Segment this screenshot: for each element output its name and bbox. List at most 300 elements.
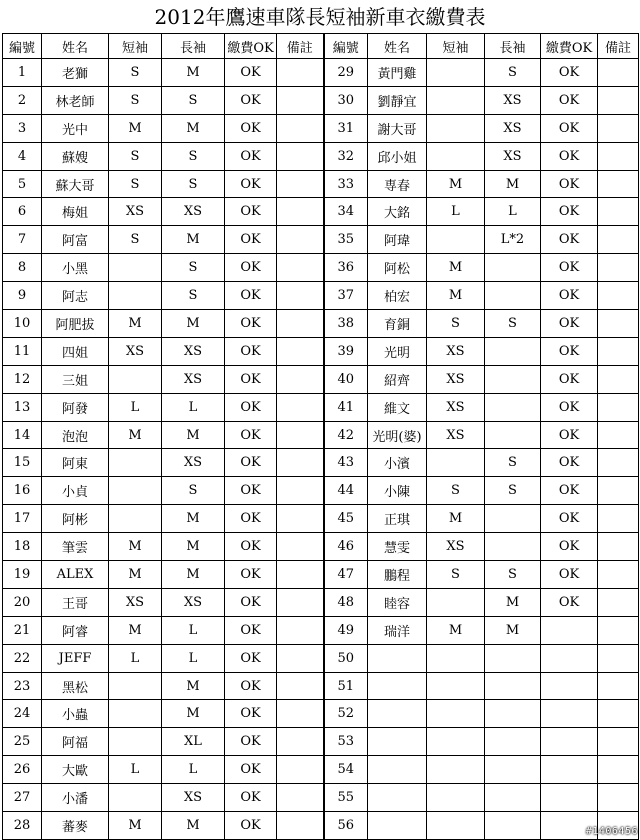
cell-paid: OK [541, 337, 598, 365]
cell-note [277, 477, 324, 505]
cell-name: 大銘 [368, 198, 427, 226]
cell-note [277, 393, 324, 421]
cell-note [598, 728, 639, 756]
cell-number: 19 [3, 561, 42, 589]
cell-paid: OK [225, 588, 277, 616]
cell-long-sleeve [485, 337, 541, 365]
cell-paid: OK [225, 170, 277, 198]
cell-name: ALEX [42, 561, 109, 589]
cell-paid: OK [225, 310, 277, 338]
cell-number: 2 [3, 86, 42, 114]
cell-long-sleeve: S [162, 282, 225, 310]
cell-name: 老獅 [42, 59, 109, 87]
cell-short-sleeve: L [109, 393, 162, 421]
cell-short-sleeve: M [109, 616, 162, 644]
cell-paid: OK [541, 226, 598, 254]
cell-short-sleeve: S [427, 310, 485, 338]
column-header: 編號 [3, 34, 42, 59]
cell-number: 12 [3, 365, 42, 393]
cell-name: 専春 [368, 170, 427, 198]
cell-note [598, 449, 639, 477]
cell-number: 8 [3, 254, 42, 282]
cell-note [598, 561, 639, 589]
cell-name: 筆雲 [42, 533, 109, 561]
cell-name: 小濱 [368, 449, 427, 477]
cell-note [598, 533, 639, 561]
cell-name: JEFF [42, 644, 109, 672]
cell-number: 23 [3, 672, 42, 700]
cell-long-sleeve: XS [162, 337, 225, 365]
cell-long-sleeve: M [162, 672, 225, 700]
cell-long-sleeve: M [162, 700, 225, 728]
cell-paid: OK [541, 421, 598, 449]
cell-short-sleeve: M [427, 282, 485, 310]
cell-paid: OK [225, 756, 277, 784]
cell-long-sleeve: XS [162, 198, 225, 226]
cell-long-sleeve [485, 700, 541, 728]
cell-short-sleeve: M [427, 170, 485, 198]
cell-paid: OK [225, 505, 277, 533]
cell-long-sleeve: L [162, 616, 225, 644]
cell-note [598, 337, 639, 365]
column-header: 長袖 [162, 34, 225, 59]
cell-note [277, 198, 324, 226]
cell-paid: OK [225, 86, 277, 114]
cell-short-sleeve: XS [109, 198, 162, 226]
cell-number: 42 [324, 421, 368, 449]
cell-number: 16 [3, 477, 42, 505]
cell-short-sleeve [109, 672, 162, 700]
cell-note [277, 59, 324, 87]
cell-long-sleeve: S [485, 59, 541, 87]
cell-long-sleeve: M [162, 310, 225, 338]
cell-short-sleeve: XS [427, 421, 485, 449]
cell-name: 睦容 [368, 588, 427, 616]
cell-short-sleeve [427, 86, 485, 114]
column-header: 備註 [598, 34, 639, 59]
cell-long-sleeve: M [162, 812, 225, 840]
cell-note [277, 533, 324, 561]
cell-number: 25 [3, 728, 42, 756]
cell-long-sleeve: S [485, 449, 541, 477]
cell-name: 四姐 [42, 337, 109, 365]
table-row [3, 170, 639, 198]
column-header: 長袖 [485, 34, 541, 59]
table-row [3, 616, 639, 644]
column-header: 姓名 [42, 34, 109, 59]
cell-note [277, 616, 324, 644]
cell-note [277, 421, 324, 449]
cell-note [277, 672, 324, 700]
cell-paid: OK [541, 142, 598, 170]
cell-long-sleeve: M [162, 226, 225, 254]
cell-number: 54 [324, 756, 368, 784]
cell-number: 53 [324, 728, 368, 756]
cell-paid: OK [225, 226, 277, 254]
cell-note [277, 282, 324, 310]
cell-short-sleeve [109, 449, 162, 477]
table-row [3, 337, 639, 365]
cell-short-sleeve [427, 588, 485, 616]
cell-note [277, 728, 324, 756]
cell-short-sleeve [427, 812, 485, 840]
cell-paid: OK [541, 561, 598, 589]
cell-long-sleeve [485, 672, 541, 700]
cell-name: 小陳 [368, 477, 427, 505]
cell-long-sleeve: XS [162, 588, 225, 616]
cell-number: 51 [324, 672, 368, 700]
cell-name: 阿東 [42, 449, 109, 477]
cell-short-sleeve [427, 142, 485, 170]
cell-short-sleeve: M [109, 561, 162, 589]
cell-note [277, 337, 324, 365]
cell-name: 育銅 [368, 310, 427, 338]
cell-long-sleeve: S [162, 142, 225, 170]
cell-long-sleeve: L*2 [485, 226, 541, 254]
cell-number: 44 [324, 477, 368, 505]
table-row [3, 142, 639, 170]
cell-long-sleeve [485, 282, 541, 310]
cell-note [277, 784, 324, 812]
column-header: 姓名 [368, 34, 427, 59]
cell-short-sleeve [109, 254, 162, 282]
cell-note [598, 477, 639, 505]
cell-short-sleeve: L [109, 756, 162, 784]
table-row [3, 114, 639, 142]
cell-paid: OK [225, 142, 277, 170]
cell-note [598, 365, 639, 393]
cell-number: 27 [3, 784, 42, 812]
cell-short-sleeve [109, 700, 162, 728]
cell-number: 32 [324, 142, 368, 170]
cell-paid: OK [225, 449, 277, 477]
cell-paid: OK [225, 421, 277, 449]
cell-paid [541, 756, 598, 784]
cell-short-sleeve [109, 728, 162, 756]
cell-short-sleeve [109, 505, 162, 533]
cell-short-sleeve: S [109, 170, 162, 198]
cell-name: 鵬程 [368, 561, 427, 589]
cell-number: 13 [3, 393, 42, 421]
cell-number: 10 [3, 310, 42, 338]
cell-name: 蘇嫂 [42, 142, 109, 170]
cell-short-sleeve: M [109, 114, 162, 142]
cell-name: 黃門雞 [368, 59, 427, 87]
cell-note [598, 784, 639, 812]
cell-long-sleeve [485, 421, 541, 449]
cell-note [598, 226, 639, 254]
cell-note [277, 114, 324, 142]
cell-name: 阿睿 [42, 616, 109, 644]
cell-short-sleeve: XS [109, 337, 162, 365]
cell-note [598, 59, 639, 87]
cell-number: 22 [3, 644, 42, 672]
cell-name [368, 784, 427, 812]
cell-name: 三姐 [42, 365, 109, 393]
table-row [3, 421, 639, 449]
cell-short-sleeve: M [109, 812, 162, 840]
cell-name [368, 700, 427, 728]
table-row [3, 533, 639, 561]
cell-short-sleeve: XS [427, 533, 485, 561]
cell-long-sleeve: XS [485, 142, 541, 170]
cell-short-sleeve [109, 784, 162, 812]
column-header: 備註 [277, 34, 324, 59]
cell-short-sleeve [427, 644, 485, 672]
cell-long-sleeve: L [162, 393, 225, 421]
cell-short-sleeve: XS [427, 337, 485, 365]
cell-note [277, 142, 324, 170]
cell-note [598, 505, 639, 533]
cell-note [598, 393, 639, 421]
cell-number: 34 [324, 198, 368, 226]
cell-number: 31 [324, 114, 368, 142]
cell-short-sleeve [427, 672, 485, 700]
cell-paid: OK [225, 784, 277, 812]
cell-long-sleeve [485, 728, 541, 756]
cell-paid: OK [541, 114, 598, 142]
cell-number: 18 [3, 533, 42, 561]
cell-name: 柏宏 [368, 282, 427, 310]
cell-number: 47 [324, 561, 368, 589]
cell-paid: OK [225, 644, 277, 672]
cell-paid: OK [225, 198, 277, 226]
table-row [3, 282, 639, 310]
cell-number: 7 [3, 226, 42, 254]
cell-note [277, 561, 324, 589]
cell-note [277, 449, 324, 477]
cell-name: 阿彬 [42, 505, 109, 533]
cell-long-sleeve: XS [162, 365, 225, 393]
cell-number: 3 [3, 114, 42, 142]
table-row [3, 365, 639, 393]
cell-number: 39 [324, 337, 368, 365]
cell-paid: OK [541, 170, 598, 198]
cell-paid: OK [225, 812, 277, 840]
cell-paid: OK [225, 365, 277, 393]
cell-number: 33 [324, 170, 368, 198]
cell-number: 29 [324, 59, 368, 87]
cell-long-sleeve: S [485, 561, 541, 589]
table-row [3, 588, 639, 616]
cell-note [598, 282, 639, 310]
cell-short-sleeve: S [427, 561, 485, 589]
cell-name [368, 672, 427, 700]
cell-name: 阿富 [42, 226, 109, 254]
cell-paid: OK [225, 114, 277, 142]
cell-long-sleeve: S [485, 477, 541, 505]
cell-number: 6 [3, 198, 42, 226]
cell-note [277, 644, 324, 672]
cell-long-sleeve: XS [485, 114, 541, 142]
cell-long-sleeve: S [162, 254, 225, 282]
cell-number: 48 [324, 588, 368, 616]
cell-long-sleeve: L [162, 644, 225, 672]
cell-short-sleeve [427, 449, 485, 477]
cell-name: 紹齊 [368, 365, 427, 393]
cell-paid: OK [225, 477, 277, 505]
cell-paid: OK [541, 449, 598, 477]
cell-paid [541, 728, 598, 756]
cell-note [598, 86, 639, 114]
cell-number: 30 [324, 86, 368, 114]
cell-long-sleeve: M [485, 588, 541, 616]
cell-name: 光明(婆) [368, 421, 427, 449]
cell-name: 阿福 [42, 728, 109, 756]
cell-short-sleeve: M [109, 533, 162, 561]
header-row [3, 34, 639, 59]
cell-note [598, 254, 639, 282]
cell-long-sleeve: XS [485, 86, 541, 114]
cell-long-sleeve [485, 254, 541, 282]
cell-paid [541, 700, 598, 728]
cell-name: 光明 [368, 337, 427, 365]
cell-long-sleeve [485, 644, 541, 672]
cell-paid: OK [541, 86, 598, 114]
cell-paid: OK [541, 588, 598, 616]
cell-number: 35 [324, 226, 368, 254]
cell-paid: OK [541, 59, 598, 87]
cell-name: 小黑 [42, 254, 109, 282]
cell-long-sleeve [485, 812, 541, 840]
column-header: 繳費OK [225, 34, 277, 59]
cell-number: 15 [3, 449, 42, 477]
cell-note [598, 644, 639, 672]
table-row [3, 59, 639, 87]
cell-number: 17 [3, 505, 42, 533]
cell-short-sleeve [427, 226, 485, 254]
table-row [3, 254, 639, 282]
cell-number: 14 [3, 421, 42, 449]
cell-long-sleeve: L [485, 198, 541, 226]
table-row [3, 449, 639, 477]
table-row [3, 310, 639, 338]
watermark-id: #1406456 [585, 826, 638, 837]
table-row [3, 198, 639, 226]
cell-long-sleeve: S [162, 477, 225, 505]
cell-name: 阿志 [42, 282, 109, 310]
cell-number: 56 [324, 812, 368, 840]
table-row [3, 644, 639, 672]
column-header: 短袖 [427, 34, 485, 59]
cell-name: 黑松 [42, 672, 109, 700]
cell-number: 55 [324, 784, 368, 812]
cell-name: 大歐 [42, 756, 109, 784]
cell-short-sleeve: M [427, 254, 485, 282]
cell-name: 小潘 [42, 784, 109, 812]
cell-name: 光中 [42, 114, 109, 142]
cell-paid [541, 644, 598, 672]
cell-note [277, 365, 324, 393]
cell-name: 劉靜宜 [368, 86, 427, 114]
cell-short-sleeve [427, 756, 485, 784]
cell-number: 1 [3, 59, 42, 87]
cell-number: 5 [3, 170, 42, 198]
cell-long-sleeve [485, 393, 541, 421]
cell-paid: OK [225, 393, 277, 421]
cell-name: 謝大哥 [368, 114, 427, 142]
cell-long-sleeve: M [162, 561, 225, 589]
cell-short-sleeve: XS [427, 393, 485, 421]
column-header: 繳費OK [541, 34, 598, 59]
cell-long-sleeve [485, 784, 541, 812]
cell-paid: OK [541, 505, 598, 533]
table-row [3, 672, 639, 700]
cell-number: 50 [324, 644, 368, 672]
table-row [3, 477, 639, 505]
cell-number: 45 [324, 505, 368, 533]
cell-long-sleeve [485, 756, 541, 784]
column-header: 編號 [324, 34, 368, 59]
cell-long-sleeve: M [485, 616, 541, 644]
cell-number: 20 [3, 588, 42, 616]
cell-paid: OK [541, 393, 598, 421]
cell-note [277, 310, 324, 338]
cell-short-sleeve [427, 59, 485, 87]
cell-note [277, 505, 324, 533]
cell-short-sleeve: M [109, 421, 162, 449]
cell-short-sleeve: M [109, 310, 162, 338]
cell-name: 維文 [368, 393, 427, 421]
cell-long-sleeve: M [162, 505, 225, 533]
cell-number: 49 [324, 616, 368, 644]
cell-name: 小貞 [42, 477, 109, 505]
table-row [3, 393, 639, 421]
cell-note [277, 226, 324, 254]
cell-long-sleeve: L [162, 756, 225, 784]
cell-paid: OK [225, 254, 277, 282]
cell-name [368, 812, 427, 840]
cell-note [598, 588, 639, 616]
cell-short-sleeve [427, 728, 485, 756]
cell-short-sleeve [109, 365, 162, 393]
cell-long-sleeve [485, 533, 541, 561]
cell-long-sleeve [485, 505, 541, 533]
cell-number: 21 [3, 616, 42, 644]
cell-name: 正琪 [368, 505, 427, 533]
cell-number: 9 [3, 282, 42, 310]
cell-note [598, 700, 639, 728]
table-row [3, 728, 639, 756]
cell-short-sleeve: M [427, 616, 485, 644]
cell-name: 蕃麥 [42, 812, 109, 840]
cell-short-sleeve: S [109, 86, 162, 114]
cell-long-sleeve: XS [162, 784, 225, 812]
cell-note [598, 142, 639, 170]
fee-table [2, 33, 639, 840]
cell-number: 43 [324, 449, 368, 477]
cell-short-sleeve: L [427, 198, 485, 226]
cell-short-sleeve: XS [427, 365, 485, 393]
table-row [3, 505, 639, 533]
cell-paid: OK [541, 282, 598, 310]
cell-number: 46 [324, 533, 368, 561]
cell-name: 蘇大哥 [42, 170, 109, 198]
table-row [3, 226, 639, 254]
cell-long-sleeve: M [162, 421, 225, 449]
cell-note [598, 198, 639, 226]
cell-paid [541, 616, 598, 644]
cell-short-sleeve: L [109, 644, 162, 672]
cell-short-sleeve [427, 114, 485, 142]
cell-long-sleeve: S [162, 170, 225, 198]
cell-short-sleeve [109, 477, 162, 505]
cell-paid: OK [541, 198, 598, 226]
cell-name: 邱小姐 [368, 142, 427, 170]
cell-paid: OK [541, 254, 598, 282]
cell-note [598, 616, 639, 644]
table-row [3, 756, 639, 784]
